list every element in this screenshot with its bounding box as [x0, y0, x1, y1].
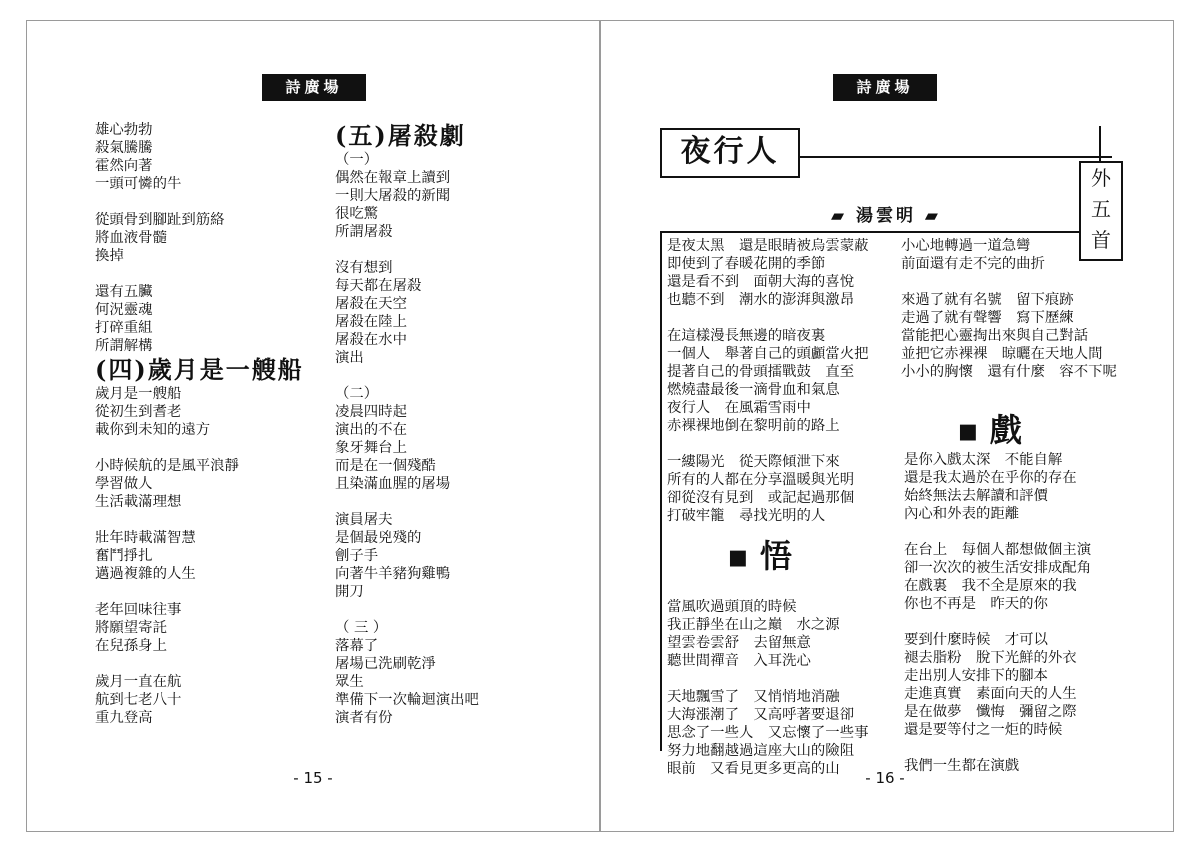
- poem-line: 眼前 又看見更多更高的山: [667, 761, 840, 777]
- poem-line: 從頭骨到腳趾到筋絡: [95, 212, 225, 228]
- poem-line: 在戲裏 我不全是原來的我: [904, 578, 1077, 594]
- poem-line: 小時候航的是風平浪靜: [95, 458, 239, 474]
- section-heading: (四)歲月是一艘船: [95, 355, 304, 384]
- poem-line: 走過了就有聲響 寫下歷練: [901, 310, 1074, 326]
- left-page-column-1: [95, 121, 304, 727]
- poem-line: 大海漲潮了 又高呼著要退卻: [667, 707, 855, 723]
- poem-line: 走出別人安排下的腳本: [904, 668, 1048, 684]
- stanza-break: [904, 613, 1091, 631]
- stanza-break: [95, 511, 304, 529]
- poem-line: 在台上 每個人都想做個主演: [904, 542, 1092, 558]
- right-page: [600, 20, 1174, 832]
- poem-line: 所謂解構: [95, 338, 153, 354]
- stanza-break: [95, 265, 304, 283]
- poem-line: 重九登高: [95, 710, 153, 726]
- stanza-break: [95, 193, 304, 211]
- poem-line: 奮鬥掙扎: [95, 548, 153, 564]
- poem-line: 霍然向著: [95, 158, 153, 174]
- poem-line: 老年回味往事: [95, 602, 182, 618]
- poem-line: 何況靈魂: [95, 302, 153, 318]
- poem-line: 演出的不在: [335, 422, 407, 438]
- poem-line: 即使到了春暖花開的季節: [667, 256, 826, 272]
- page-header-left: 詩廣場: [262, 74, 366, 101]
- poem-line: 學習做人: [95, 476, 153, 492]
- poem-line: 我正靜坐在山之巔 水之源: [667, 617, 840, 633]
- poem-line: 偶然在報章上讀到: [335, 170, 451, 186]
- poem-line: 演者有份: [335, 710, 393, 726]
- poem-line: 並把它赤裸裸 晾曬在天地人間: [901, 346, 1103, 362]
- poem-line: 落幕了: [335, 638, 379, 654]
- poem-line: 在這樣漫長無邊的暗夜裏: [667, 328, 826, 344]
- poem-line: 將血液骨髓: [95, 230, 167, 246]
- poem-line: 而是在一個殘酷: [335, 458, 436, 474]
- poem-line: 你也不再是 昨天的你: [904, 596, 1048, 612]
- poem-line: 我們一生都在演戲: [904, 758, 1020, 774]
- side-label-char-1: 外: [1091, 166, 1111, 190]
- stanza-break: [901, 273, 1117, 291]
- section-heading: (五)屠殺劇: [335, 121, 466, 150]
- title-rule-bottom: [660, 231, 1080, 233]
- poem-line: 是夜太黑 還是眼睛被烏雲蒙蔽: [667, 238, 869, 254]
- poem-line: 望雲卷雲舒 去留無意: [667, 635, 811, 651]
- poem-line: 卻一次次的被生活安排成配角: [904, 560, 1092, 576]
- poem-line: 思念了一些人 又忘懷了一些事: [667, 725, 869, 741]
- poem-line: 劊子手: [335, 548, 379, 564]
- poem-line: 眾生: [335, 674, 364, 690]
- stanza-break: [335, 241, 479, 259]
- left-page-column-2: [335, 121, 479, 727]
- poem-line: 打破牢籠 尋找光明的人: [667, 508, 826, 524]
- poem-line: 沒有想到: [335, 260, 393, 276]
- poem-line: 壯年時載滿智慧: [95, 530, 196, 546]
- page-number-left: - 15 -: [293, 769, 333, 787]
- poem-author: ▰ 湯雲明 ▰: [831, 206, 941, 226]
- stanza-break: [904, 523, 1091, 541]
- stanza-break: [95, 439, 304, 457]
- poem-line: 天地飄雪了 又悄悄地消融: [667, 689, 840, 705]
- poem-line: 是你入戲太深 不能自解: [904, 452, 1063, 468]
- poem-line: 生活載滿理想: [95, 494, 182, 510]
- poem-line: 努力地翻越過這座大山的險阻: [667, 743, 855, 759]
- stanza-break: [667, 309, 868, 327]
- poem-line: 一頭可憐的牛: [95, 176, 182, 192]
- poem-line: 演出: [335, 350, 364, 366]
- poem-line: 卻從沒有見到 或記起過那個: [667, 490, 855, 506]
- poem-line: 所有的人都在分享溫暖與光明: [667, 472, 855, 488]
- poem-line: 當能把心靈掏出來與自己對話: [901, 328, 1089, 344]
- poem-line: 打碎重組: [95, 320, 153, 336]
- poem-line: 向著牛羊豬狗雞鴨: [335, 566, 451, 582]
- poem-line: 準備下一次輪迴演出吧: [335, 692, 479, 708]
- side-label-char-3: 首: [1091, 228, 1111, 252]
- poem-line: 屠場已洗刷乾淨: [335, 656, 436, 672]
- page-number-right: - 16 -: [865, 769, 905, 787]
- poem-line: 每天都在屠殺: [335, 278, 422, 294]
- stanza-break: [904, 739, 1091, 757]
- poem-line: 內心和外表的距離: [904, 506, 1020, 522]
- poem-line: 一則大屠殺的新聞: [335, 188, 451, 204]
- poem-line: 是個最兇殘的: [335, 530, 422, 546]
- stanza-break: [95, 583, 304, 601]
- section-heading-xi: ▪ 戲: [957, 411, 1022, 449]
- poem-line: 是在做夢 懺悔 彌留之際: [904, 704, 1077, 720]
- poem-line: 聽世間禪音 入耳洗心: [667, 653, 811, 669]
- poem-line: 一個人 舉著自己的頭顱當火把: [667, 346, 869, 362]
- poem-line: 屠殺在水中: [335, 332, 407, 348]
- right-page-column-2: [901, 237, 1117, 381]
- stanza-break: [667, 435, 868, 453]
- right-page-column-2b: [904, 451, 1091, 775]
- poem-line: 航到七老八十: [95, 692, 182, 708]
- poem-line: 將願望寄託: [95, 620, 167, 636]
- poem-line: 所謂屠殺: [335, 224, 393, 240]
- poem-line: 換掉: [95, 248, 124, 264]
- stanza-break: [335, 493, 479, 511]
- poem-line: 燃燒盡最後一滴骨血和氣息: [667, 382, 840, 398]
- poem-line: （ 三 ）: [335, 620, 388, 636]
- section-heading-wu: ▪ 悟: [727, 537, 792, 575]
- poem-line: 象牙舞台上: [335, 440, 407, 456]
- poem-line: 演員屠夫: [335, 512, 393, 528]
- poem-line: 小心地轉過一道急彎: [901, 238, 1031, 254]
- poem-line: 褪去脂粉 脫下光鮮的外衣: [904, 650, 1077, 666]
- stanza-break: [335, 367, 479, 385]
- page-header-right: 詩廣場: [833, 74, 937, 101]
- poem-line: 還是看不到 面朝大海的喜悅: [667, 274, 855, 290]
- poem-line: 一縷陽光 從天際傾泄下來: [667, 454, 840, 470]
- poem-line: 還是要等付之一炬的時候: [904, 722, 1063, 738]
- poem-line: 走進真實 素面向天的人生: [904, 686, 1077, 702]
- side-label-char-2: 五: [1091, 197, 1111, 221]
- poem-line: 當風吹過頭頂的時候: [667, 599, 797, 615]
- left-border-rule: [660, 231, 662, 751]
- poem-line: 要到什麼時候 才可以: [904, 632, 1048, 648]
- poem-line: 歲月一直在航: [95, 674, 182, 690]
- poem-line: 也聽不到 潮水的澎湃與激昂: [667, 292, 855, 308]
- poem-title: 夜行人: [660, 128, 800, 178]
- poem-line: 前面還有走不完的曲折: [901, 256, 1045, 272]
- poem-line: 赤裸裸地倒在黎明前的路上: [667, 418, 840, 434]
- title-rule-vertical: [1099, 126, 1101, 161]
- poem-line: 夜行人 在風霜雪雨中: [667, 400, 811, 416]
- poem-line: 來過了就有名號 留下痕跡: [901, 292, 1074, 308]
- stanza-break: [95, 655, 304, 673]
- poem-line: 且染滿血腥的屠場: [335, 476, 451, 492]
- poem-line: 凌晨四時起: [335, 404, 407, 420]
- poem-line: 屠殺在天空: [335, 296, 407, 312]
- poem-line: 屠殺在陸上: [335, 314, 407, 330]
- stanza-break: [335, 601, 479, 619]
- poem-line: 邁過複雜的人生: [95, 566, 196, 582]
- poem-line: 殺氣騰騰: [95, 140, 153, 156]
- left-page: [26, 20, 600, 832]
- stanza-break: [667, 670, 868, 688]
- poem-line: 雄心勃勃: [95, 122, 153, 138]
- poem-line: 從初生到耆老: [95, 404, 182, 420]
- poem-line: 載你到未知的遠方: [95, 422, 211, 438]
- poem-line: 歲月是一艘船: [95, 386, 182, 402]
- poem-line: 始終無法去解讀和評價: [904, 488, 1048, 504]
- poem-line: 在兒孫身上: [95, 638, 167, 654]
- poem-line: 還有五臟: [95, 284, 153, 300]
- right-page-column-1b: [667, 598, 868, 778]
- poem-line: （一）: [335, 152, 379, 168]
- poem-line: 很吃驚: [335, 206, 379, 222]
- poem-line: 提著自己的骨頭擂戰鼓 直至: [667, 364, 855, 380]
- poem-line: 還是我太過於在乎你的存在: [904, 470, 1077, 486]
- poem-line: （二）: [335, 386, 379, 402]
- poem-line: 開刀: [335, 584, 364, 600]
- title-rule-top: [800, 156, 1112, 158]
- poem-line: 小小的胸懷 還有什麼 容不下呢: [901, 364, 1117, 380]
- right-page-column-1: [667, 237, 868, 525]
